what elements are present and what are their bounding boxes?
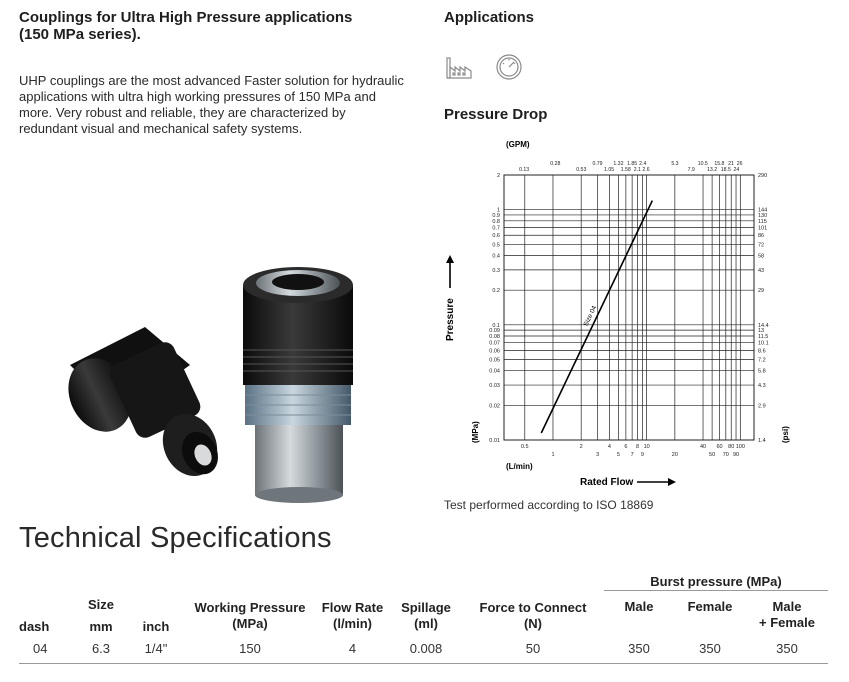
y-tick-label-left: 0.3	[492, 267, 500, 274]
factory-icon	[444, 52, 474, 82]
y-tick-label-left: 0.6	[492, 233, 500, 240]
y-label-arrow	[446, 255, 454, 288]
cell-male: 350	[604, 635, 674, 664]
y-tick-label-right: 5.8	[758, 368, 766, 375]
product-title-line2: (150 MPa series).	[19, 26, 141, 43]
x-tick-label-bottom: 80	[728, 444, 735, 450]
x-label-arrow	[637, 478, 676, 486]
y-tick-label-left: 0.2	[492, 288, 500, 295]
y-tick-label-right: 7.2	[758, 357, 766, 364]
chart-x-unit-bottom: (L/min)	[506, 462, 533, 471]
y-tick-label-left: 0.03	[489, 383, 500, 390]
y-tick-label-left: 0.02	[489, 403, 500, 410]
col-fc-line1: Force to Connect	[479, 599, 587, 615]
chart-grid	[504, 175, 754, 440]
x-tick-label-top: 24	[733, 167, 740, 173]
x-tick-label-top: 0.13	[519, 167, 530, 173]
x-tick-label-top: 26	[736, 161, 743, 167]
chart-y-unit-left: (MPa)	[471, 421, 480, 443]
col-mf-line2: + Female	[758, 615, 815, 630]
col-male	[604, 591, 674, 635]
series-label-size-04: Size 04	[582, 304, 599, 328]
col-fc-line2: (N)	[523, 615, 543, 631]
y-tick-label-left: 1	[496, 207, 500, 214]
col-sp-line2: (ml)	[414, 615, 438, 631]
chart-x-unit-top: (GPM)	[506, 140, 530, 149]
x-tick-label-bottom: 60	[716, 444, 723, 450]
y-tick-label-right: 11.5	[758, 333, 769, 340]
x-tick-label-bottom: 1	[551, 452, 555, 458]
y-tick-label-left: 0.1	[492, 322, 500, 329]
x-tick-label-bottom: 6	[624, 444, 628, 450]
cell-female: 350	[674, 635, 746, 664]
cell-spillage: 0.008	[390, 635, 462, 664]
y-tick-label-right: 13	[758, 328, 765, 335]
product-title	[19, 9, 399, 43]
y-tick-label-left: 0.06	[489, 348, 500, 355]
cell-working-pressure: 150	[185, 635, 315, 664]
y-tick-label-left: 0.08	[489, 333, 500, 340]
x-tick-label-top: 1.05	[604, 167, 615, 173]
y-tick-label-right: 14.4	[758, 322, 769, 329]
col-force-to-connect	[462, 591, 604, 635]
y-tick-label-right: 58	[758, 253, 765, 260]
x-tick-label-top: 10.5	[697, 161, 708, 167]
pressure-drop-chart-svg	[440, 133, 800, 493]
y-tick-label-right: 290	[758, 173, 768, 179]
y-tick-label-right: 29	[758, 288, 765, 295]
tech-specs-heading: Technical Specifications	[19, 522, 332, 554]
x-tick-label-top: 15.8	[714, 161, 725, 167]
applications-heading: Applications	[444, 9, 535, 26]
y-tick-label-left: 0.01	[489, 438, 500, 444]
col-spillage	[390, 591, 462, 635]
col-dash: dash	[19, 618, 50, 634]
x-tick-label-bottom: 70	[722, 452, 729, 458]
col-female-label: Female	[687, 599, 733, 614]
col-mm-label: mm	[89, 618, 113, 634]
col-wp-line2: (MPa)	[232, 615, 268, 631]
y-tick-label-right: 8.6	[758, 348, 766, 355]
x-tick-label-bottom: 4	[607, 444, 611, 450]
x-tick-label-top: 7.9	[687, 167, 695, 173]
x-tick-label-top: 13.2	[707, 167, 718, 173]
x-tick-label-bottom: 40	[699, 444, 707, 450]
col-inch: inch	[142, 618, 170, 634]
x-tick-label-top: 0.79	[592, 161, 603, 167]
x-tick-label-top: 1.32	[613, 161, 624, 167]
col-male-label: Male	[624, 599, 654, 614]
male-plug-illustration	[60, 327, 227, 485]
y-tick-label-left: 0.05	[489, 357, 500, 364]
y-tick-label-left: 0.4	[492, 253, 500, 260]
x-tick-label-bottom: 2	[579, 444, 583, 450]
x-tick-label-top: 1.85	[627, 161, 638, 167]
y-tick-label-right: 43	[758, 267, 765, 274]
col-mf-line1: Male	[772, 599, 802, 614]
cell-flow-rate: 4	[315, 635, 390, 664]
x-tick-label-bottom: 0.5	[520, 444, 529, 450]
y-tick-label-left: 0.07	[489, 340, 500, 347]
y-tick-label-left: 2	[496, 173, 500, 179]
col-fr-line2: (l/min)	[333, 615, 372, 631]
col-working-pressure	[185, 591, 315, 635]
product-title-line1: Couplings for Ultra High Pressure applications	[19, 9, 353, 26]
chart-x-label: Rated Flow	[580, 477, 634, 488]
cell-inch: 1/4"	[127, 635, 185, 664]
test-note: Test performed according to ISO 18869	[444, 498, 654, 512]
x-tick-label-bottom: 3	[596, 452, 600, 458]
y-tick-label-right: 115	[758, 218, 767, 225]
y-tick-label-right: 86	[758, 233, 765, 240]
y-tick-label-left: 0.9	[492, 212, 500, 219]
cell-force-to-connect: 50	[462, 635, 604, 664]
y-tick-label-left: 0.5	[492, 242, 500, 249]
chart-y-label: Pressure	[445, 298, 456, 341]
x-tick-label-top: 2.6	[642, 167, 650, 173]
y-tick-label-right: 72	[758, 242, 765, 249]
y-tick-label-right: 101	[758, 225, 768, 232]
x-tick-label-top: 0.28	[550, 161, 561, 167]
x-tick-label-bottom: 7	[630, 452, 634, 458]
x-tick-label-top: 21	[728, 161, 734, 167]
x-tick-label-bottom: 8	[636, 444, 640, 450]
cell-mm: 6.3	[75, 635, 127, 664]
tech-specs-table	[19, 568, 828, 664]
female-coupler-illustration	[243, 267, 353, 503]
y-tick-label-left: 0.09	[489, 328, 500, 335]
x-tick-label-bottom: 9	[640, 452, 644, 458]
x-tick-label-top: 1.58	[620, 167, 631, 173]
product-description: UHP couplings are the most advanced Faster solution for hydraulic applications with ultra high working pressures of 150 MPa and more. Very robust and reliable, they are characterized by redundant visual and mechanical safety systems.	[19, 73, 404, 136]
x-tick-label-bottom: 20	[671, 452, 678, 458]
pressure-drop-chart	[440, 133, 800, 493]
chart-ticks	[489, 161, 768, 458]
x-tick-label-bottom: 90	[732, 452, 740, 458]
cell-dash: 04	[19, 635, 75, 664]
y-tick-label-right: 10.1	[758, 340, 769, 347]
col-sp-line1: Spillage	[401, 599, 451, 615]
y-tick-label-left: 0.8	[492, 218, 500, 225]
col-size-mm	[75, 591, 127, 635]
y-tick-label-right: 130	[758, 212, 768, 219]
x-tick-label-top: 5.3	[671, 161, 679, 167]
table-row	[19, 635, 828, 664]
x-tick-label-bottom: 100	[735, 444, 745, 450]
col-size-label: Size	[87, 596, 114, 612]
col-male-female	[746, 591, 828, 635]
product-photo	[60, 255, 360, 505]
pressure-gauge-icon	[494, 52, 524, 82]
y-tick-label-left: 0.04	[489, 368, 500, 375]
y-tick-label-right: 4.3	[758, 383, 766, 390]
x-tick-label-bottom: 5	[616, 452, 620, 458]
cell-male-female: 350	[746, 635, 828, 664]
col-female	[674, 591, 746, 635]
col-flow-rate	[315, 591, 390, 635]
x-tick-label-top: 0.53	[576, 167, 587, 173]
y-tick-label-right: 1.4	[758, 438, 766, 444]
y-tick-label-left: 0.7	[492, 225, 500, 232]
x-tick-label-top: 2.4	[639, 161, 647, 167]
x-tick-label-bottom: 50	[709, 452, 716, 458]
x-tick-label-top: 18.5	[720, 167, 731, 173]
col-wp-line1: Working Pressure	[194, 599, 306, 615]
y-tick-label-right: 144	[758, 207, 768, 214]
burst-pressure-header: Burst pressure (MPa)	[604, 568, 828, 591]
chart-y-unit-right: (psi)	[781, 426, 790, 443]
x-tick-label-top: 2.1	[633, 167, 641, 173]
y-tick-label-right: 2.9	[758, 403, 766, 410]
x-tick-label-bottom: 10	[643, 444, 650, 450]
pressure-drop-heading: Pressure Drop	[444, 106, 548, 123]
col-fr-line1: Flow Rate	[321, 599, 384, 615]
